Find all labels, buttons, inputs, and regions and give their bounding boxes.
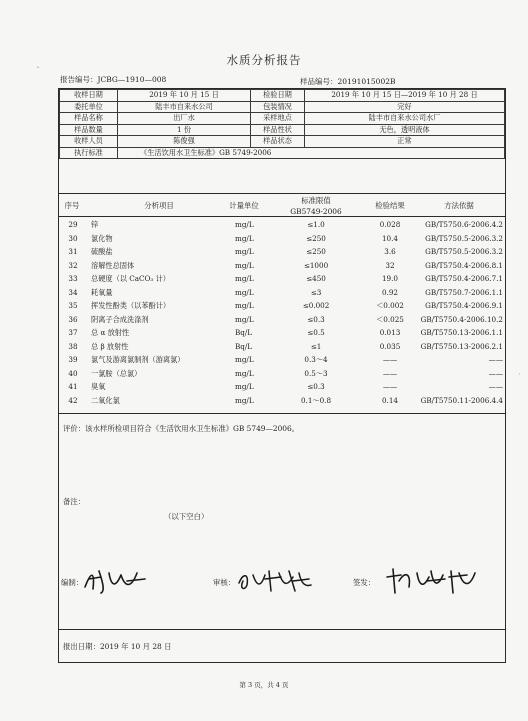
item-name: 二氧化氯 <box>91 395 120 405</box>
item-limit: ≤250 <box>306 233 326 243</box>
item-unit: mg/L <box>235 355 254 364</box>
item-unit: mg/L <box>235 247 254 256</box>
item-method: GB/T5750.13-2006.1.1 <box>420 328 503 337</box>
item-limit: ≤0.002 <box>302 301 330 310</box>
info-label: 样品名称 <box>60 113 118 125</box>
item-no: 31 <box>68 247 78 256</box>
header-name: 分析项目 <box>144 201 174 210</box>
item-name: 硫酸盐 <box>91 247 113 256</box>
item-name: 溶解性总固体 <box>91 260 135 270</box>
item-no: 32 <box>68 260 78 270</box>
remark-label: 备注： <box>63 497 86 506</box>
item-limit: ≤1 <box>310 341 322 351</box>
item-limit: ≤250 <box>306 247 326 256</box>
items-list <box>59 218 505 407</box>
item-result: ＜0.002 <box>376 301 404 310</box>
item-limit: 0.3～4 <box>304 355 328 364</box>
item-result: 32 <box>385 260 395 270</box>
header-result: 检验结果 <box>375 201 405 210</box>
item-result: —— <box>382 382 398 391</box>
issue-date: 报出日期：2019 年 10 月 28 日 <box>59 629 505 663</box>
approver-label: 签发： <box>353 578 376 587</box>
info-row <box>60 101 505 113</box>
info-row <box>60 113 505 125</box>
header-unit: 计量单位 <box>229 201 259 210</box>
table-row <box>59 367 505 381</box>
table-row <box>59 340 505 354</box>
info-label: 样品性状 <box>251 124 305 136</box>
item-method: GB/T5750.6-2006.4.2 <box>425 220 503 229</box>
item-method: GB/T5750.4-2006.10.2 <box>420 314 503 324</box>
info-value: 陆丰市自来水公司 <box>118 101 251 113</box>
item-unit: mg/L <box>235 301 254 310</box>
item-no: 35 <box>68 301 78 310</box>
item-result: 0.035 <box>379 341 401 351</box>
item-no: 30 <box>68 233 78 243</box>
item-name: 总 β 放射性 <box>91 341 129 351</box>
table-row <box>59 313 505 327</box>
sample-info-table <box>59 89 505 159</box>
item-no: 42 <box>68 395 78 405</box>
item-unit: mg/L <box>235 260 254 270</box>
item-result: 19.0 <box>381 274 398 283</box>
item-limit: ≤0.3 <box>307 314 325 324</box>
report-title: 水质分析报告 <box>226 53 302 67</box>
compiler-label: 编制： <box>61 578 84 587</box>
item-result: —— <box>382 368 398 378</box>
item-limit: ≤0.5 <box>307 328 325 337</box>
item-method: —— <box>488 355 503 364</box>
item-result: 0.14 <box>381 395 398 405</box>
info-label: 样品数量 <box>60 124 118 136</box>
item-unit: mg/L <box>235 314 254 324</box>
item-unit: Bq/L <box>235 341 253 351</box>
item-method: GB/T5750.13-2006.2.1 <box>420 341 503 351</box>
item-name: 耗氧量 <box>91 287 113 297</box>
item-name: 总 α 放射性 <box>91 328 130 337</box>
item-limit: ≤3 <box>310 287 322 297</box>
table-row <box>59 218 505 232</box>
item-limit: ≤1000 <box>303 260 329 270</box>
item-no: 38 <box>68 341 78 351</box>
blank-note: （以下空白） <box>164 512 209 521</box>
reviewer-signature <box>235 565 315 595</box>
table-row <box>59 259 505 273</box>
info-value: 出厂水 <box>118 113 251 125</box>
approver-signature <box>383 565 479 595</box>
table-row <box>59 394 505 408</box>
item-no: 41 <box>68 382 78 391</box>
header-no: 序号 <box>64 201 80 210</box>
items-header <box>59 193 505 217</box>
item-unit: mg/L <box>235 220 254 229</box>
info-value: 2019 年 10 月 15 日—2019 年 10 月 28 日 <box>305 90 505 102</box>
item-no: 37 <box>68 328 78 337</box>
item-method: GB/T5750.4-2006.9.1 <box>425 301 503 310</box>
item-result: 3.6 <box>384 247 396 256</box>
item-no: 36 <box>68 314 78 324</box>
item-unit: mg/L <box>235 274 254 283</box>
info-value: 陈俊强 <box>118 136 251 148</box>
table-row <box>59 232 505 246</box>
info-label: 包装情况 <box>251 101 305 113</box>
info-value: 陆丰市自来水公司水厂 <box>305 113 505 125</box>
report-frame <box>58 88 506 663</box>
page-number: 第 3 页，共 4 页 <box>239 681 289 689</box>
item-no: 33 <box>68 274 78 283</box>
standard-row <box>60 147 505 159</box>
item-name: 氯气及游离氯制剂（游离氯） <box>91 355 185 364</box>
item-result: ＜0.025 <box>376 314 404 324</box>
item-name: 一氯胺（总氯） <box>91 368 142 378</box>
item-no: 34 <box>68 287 78 297</box>
item-unit: mg/L <box>235 382 254 391</box>
item-method: —— <box>488 368 503 378</box>
item-name: 挥发性酚类（以苯酚计） <box>91 301 171 310</box>
item-limit: ≤1.0 <box>307 220 325 229</box>
item-result: 0.92 <box>381 287 398 297</box>
item-no: 40 <box>68 368 78 378</box>
item-no: 29 <box>68 220 78 229</box>
info-label: 收样日期 <box>60 90 118 102</box>
item-limit: ≤450 <box>306 274 326 283</box>
reviewer-label: 审核： <box>213 578 236 587</box>
info-value: 2019 年 10 月 15 日 <box>118 90 251 102</box>
item-method: GB/T5750.4-2006.7.1 <box>425 274 503 283</box>
item-limit: 0.1～0.8 <box>300 395 332 405</box>
info-row <box>60 124 505 136</box>
item-name: 锌 <box>91 220 99 229</box>
item-method: GB/T5750.11-2006.4.4 <box>420 395 503 405</box>
item-unit: mg/L <box>235 233 254 243</box>
table-row <box>59 353 505 367</box>
info-label: 采样地点 <box>251 113 305 125</box>
item-name: 总硬度（以 CaCO₃ 计） <box>91 274 170 283</box>
header-limit-std: GB5749-2006 <box>290 207 342 216</box>
sample-number: 样品编号：20191015002B <box>300 77 396 86</box>
item-method: GB/T5750.7-2006.1.1 <box>425 287 503 297</box>
table-row <box>59 272 505 286</box>
item-no: 39 <box>68 355 78 364</box>
table-row <box>59 380 505 394</box>
header-method: 方法依据 <box>444 201 474 210</box>
signature-row <box>59 565 505 595</box>
info-label: 委托单位 <box>60 101 118 113</box>
info-label: 收样人员 <box>60 136 118 148</box>
item-limit: 0.5～3 <box>304 368 328 378</box>
standard-label: 执行标准 <box>60 147 118 159</box>
table-row <box>59 326 505 340</box>
evaluation-text: 评价：该水样所检项目符合《生活饮用水卫生标准》GB 5749—2006。 <box>59 413 505 443</box>
table-row <box>59 299 505 313</box>
header-limit: 标准限值 <box>301 196 331 205</box>
scan-mark: ˇ <box>36 66 40 75</box>
item-unit: mg/L <box>235 395 254 405</box>
info-value: 完好 <box>305 101 505 113</box>
info-value: 1 份 <box>118 124 251 136</box>
item-method: —— <box>488 382 503 391</box>
info-value: 正常 <box>305 136 505 148</box>
scan-mark: · <box>518 370 521 379</box>
item-result: 0.013 <box>379 328 401 337</box>
item-name: 臭氧 <box>91 382 106 391</box>
item-method: GB/T5750.5-2006.3.2 <box>425 247 503 256</box>
info-value: 无色，透明液体 <box>305 124 505 136</box>
item-unit: Bq/L <box>235 328 253 337</box>
compiler-signature <box>81 565 151 595</box>
item-method: GB/T5750.5-2006.3.2 <box>425 233 503 243</box>
table-row <box>59 286 505 300</box>
item-name: 氯化物 <box>91 233 113 243</box>
report-number: 报告编号：JCBG—1910—008 <box>60 75 167 84</box>
item-unit: mg/L <box>235 287 254 297</box>
item-result: 0.028 <box>379 220 401 229</box>
item-method: GB/T5750.4-2006.8.1 <box>425 260 503 270</box>
item-limit: ≤0.3 <box>307 382 325 391</box>
item-name: 阴离子合成洗涤剂 <box>91 314 149 324</box>
info-row <box>60 136 505 148</box>
info-label: 样品状态 <box>251 136 305 148</box>
table-row <box>59 245 505 259</box>
info-label: 检验日期 <box>251 90 305 102</box>
info-row <box>60 90 505 102</box>
item-unit: mg/L <box>235 368 254 378</box>
standard-value: 《生活饮用水卫生标准》GB 5749-2006 <box>118 147 505 159</box>
item-result: 10.4 <box>381 233 398 243</box>
item-result: —— <box>382 355 398 364</box>
